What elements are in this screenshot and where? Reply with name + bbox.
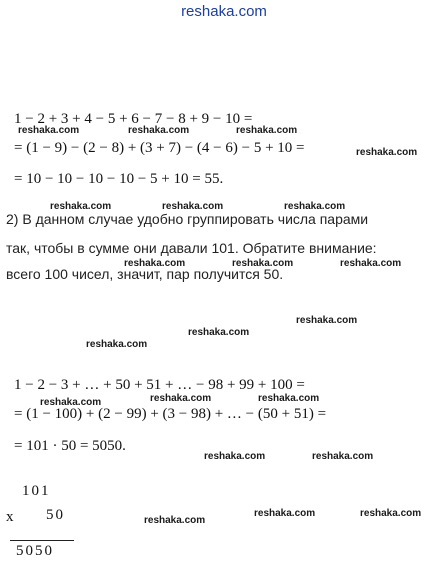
watermark: reshaka.com [188, 327, 250, 338]
watermark: reshaka.com [284, 201, 346, 212]
watermark: reshaka.com [356, 147, 418, 158]
watermark: reshaka.com [18, 125, 80, 136]
paragraph-line-1: 2) В данном случае удобно группировать числа парами [6, 211, 369, 227]
watermark: reshaka.com [340, 258, 402, 269]
multiplicand: 101 [22, 483, 51, 499]
equation-line-1: 1 − 2 + 3 + 4 − 5 + 6 − 7 − 8 + 9 − 10 = [14, 111, 253, 127]
watermark: reshaka.com [144, 515, 206, 526]
equation-line-5: = (1 − 100) + (2 − 99) + (3 − 98) + … − (50 + 51) = [14, 406, 327, 422]
product-result: 5050 [16, 543, 54, 559]
watermark: reshaka.com [258, 393, 320, 404]
watermark: reshaka.com [360, 508, 422, 519]
equation-line-3: = 10 − 10 − 10 − 10 − 5 + 10 = 55. [14, 171, 224, 187]
paragraph-line-2: так, чтобы в сумме они давали 101. Обратите внимание: [6, 240, 377, 256]
equation-line-2: = (1 − 9) − (2 − 8) + (3 + 7) − (4 − 6) − 5 + 10 = [14, 140, 305, 156]
watermark: reshaka.com [204, 451, 266, 462]
watermark: reshaka.com [312, 451, 374, 462]
paragraph-line-3: всего 100 чисел, значит, пар получится 50. [6, 266, 284, 282]
watermark: reshaka.com [128, 125, 190, 136]
watermark: reshaka.com [232, 258, 294, 269]
watermark: reshaka.com [296, 315, 358, 326]
watermark: reshaka.com [86, 339, 148, 350]
watermark: reshaka.com [40, 397, 102, 408]
equation-line-4: 1 − 2 − 3 + … + 50 + 51 + … − 98 + 99 + 100 = [14, 377, 305, 393]
watermark: reshaka.com [254, 508, 316, 519]
watermark: reshaka.com [50, 201, 112, 212]
watermark: reshaka.com [150, 393, 212, 404]
equation-line-6: = 101 · 50 = 5050. [14, 438, 126, 454]
multiplier: 50 [46, 507, 65, 523]
multiply-sign: x [6, 509, 16, 525]
site-header[interactable]: reshaka.com [181, 3, 267, 20]
watermark: reshaka.com [236, 125, 298, 136]
column-rule [10, 540, 74, 541]
watermark: reshaka.com [124, 258, 186, 269]
watermark: reshaka.com [162, 201, 224, 212]
